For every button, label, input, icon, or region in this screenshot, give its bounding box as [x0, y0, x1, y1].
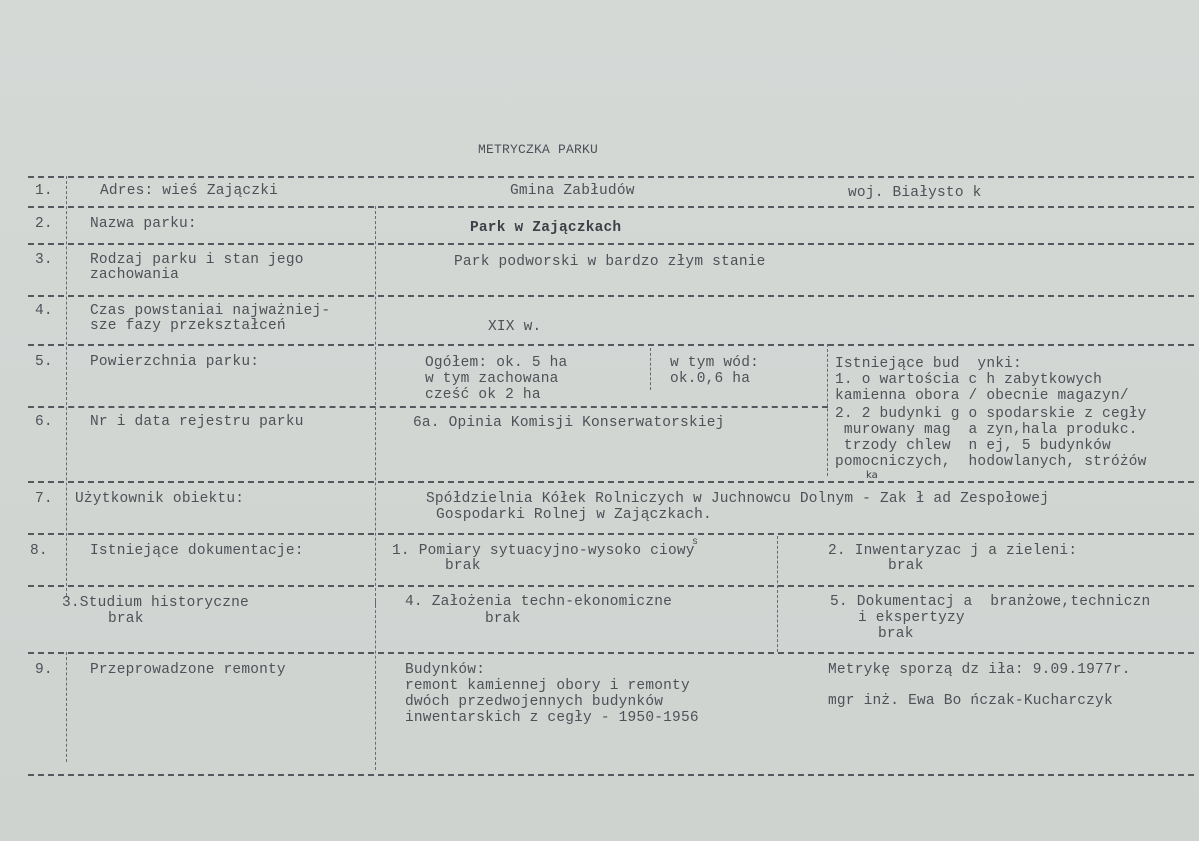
buildings-text: trzody chlew n ej, 5 budynków: [835, 438, 1111, 454]
user-value: Gospodarki Rolnej w Zajączkach.: [436, 507, 712, 523]
buildings-text: 2. 2 budynki g o spodarskie z cegły: [835, 406, 1147, 422]
repairs-label: Przeprowadzone remonty: [90, 662, 286, 678]
period-label: Czas powstaniai najważniej-: [90, 303, 331, 319]
doc-survey-status: brak: [445, 558, 481, 574]
user-value: Spółdzielnia Kółek Rolniczych w Juchnowcu Dolnym - Zak ł ad Zespołowej: [426, 491, 1050, 507]
park-type-label: Rodzaj parku i stan jego: [90, 252, 304, 268]
doc-survey-insert: s: [692, 537, 699, 548]
row-divider: [28, 206, 1194, 208]
column-divider: [375, 206, 376, 606]
buildings-text: 1. o wartościa c h zabytkowych: [835, 372, 1103, 388]
row-number: 4.: [35, 303, 53, 319]
column-divider: [66, 176, 67, 596]
area-total: w tym zachowana: [425, 371, 559, 387]
row-number: 3.: [35, 252, 53, 268]
row-number: 7.: [35, 491, 53, 507]
document-title: METRYCZKA PARKU: [478, 142, 599, 157]
row-number: 5.: [35, 354, 53, 370]
user-label: Użytkownik obiektu:: [75, 491, 245, 507]
row-number: 1.: [35, 183, 53, 199]
area-label: Powierzchnia parku:: [90, 354, 260, 370]
row-divider: [28, 243, 1194, 245]
province-field: woj. Białysto k: [848, 185, 982, 201]
doc-inventory-status: brak: [888, 558, 924, 574]
row-divider: [28, 176, 1194, 178]
period-value: XIX w.: [488, 319, 542, 335]
row-divider: [28, 406, 828, 408]
handwritten-note: ka: [866, 470, 878, 481]
area-total: cześć ok 2 ha: [425, 387, 541, 403]
doc-branch: 5. Dokumentacj a branżowe,techniczn: [830, 594, 1151, 610]
address-field: Adres: wieś Zajączki: [100, 183, 279, 199]
row-divider: [28, 295, 1194, 297]
column-divider: [777, 536, 778, 652]
row-divider: [28, 652, 1194, 654]
period-label: sze fazy przekształceń: [90, 318, 286, 334]
buildings-text: Istniejące bud ynki:: [835, 356, 1022, 372]
area-water: ok.0,6 ha: [670, 371, 751, 387]
row-divider: [28, 344, 1194, 346]
repairs-value: inwentarskich z cegły - 1950-1956: [405, 710, 699, 726]
column-divider: [827, 344, 828, 476]
doc-survey: 1. Pomiary sytuacyjno-wysoko ciowy: [392, 543, 695, 559]
row-number: 8.: [30, 543, 48, 559]
doc-history-status: brak: [108, 611, 144, 627]
area-water: w tym wód:: [670, 355, 760, 371]
municipality-field: Gmina Zabłudów: [510, 183, 635, 199]
doc-techno-status: brak: [485, 611, 521, 627]
register-value: 6a. Opinia Komisji Konserwatorskiej: [413, 415, 725, 431]
row-number: 2.: [35, 216, 53, 232]
author-date: Metrykę sporzą dz iła: 9.09.1977r.: [828, 662, 1131, 678]
doc-inventory: 2. Inwentaryzac j a zieleni:: [828, 543, 1078, 559]
buildings-text: kamienna obora / obecnie magazyn/: [835, 388, 1129, 404]
column-divider: [375, 600, 376, 770]
park-name-value: Park w Zajączkach: [470, 220, 622, 236]
repairs-value: remont kamiennej obory i remonty: [405, 678, 690, 694]
author-name: mgr inż. Ewa Bo ńczak-Kucharczyk: [828, 693, 1113, 709]
row-number: 9.: [35, 662, 53, 678]
repairs-value: dwóch przedwojennych budynków: [405, 694, 664, 710]
park-type-label: zachowania: [90, 267, 180, 283]
buildings-text: murowany mag a zyn,hala produkc.: [835, 422, 1138, 438]
column-divider: [650, 348, 651, 390]
row-divider: [28, 533, 1194, 535]
row-divider: [28, 585, 1194, 587]
doc-history: 3.Studium historyczne: [62, 595, 249, 611]
repairs-value: Budynków:: [405, 662, 486, 678]
docs-label: Istniejące dokumentacje:: [90, 543, 304, 559]
buildings-text: pomocniczych, hodowlanych, stróżów: [835, 454, 1147, 470]
doc-branch: i ekspertyzy: [858, 610, 965, 626]
park-type-value: Park podworski w bardzo złym stanie: [454, 254, 766, 270]
register-label: Nr i data rejestru parku: [90, 414, 304, 430]
row-divider: [28, 481, 1194, 483]
area-total: Ogółem: ok. 5 ha: [425, 355, 568, 371]
park-name-label: Nazwa parku:: [90, 216, 197, 232]
doc-techno: 4. Założenia techn-ekonomiczne: [405, 594, 673, 610]
column-divider: [66, 652, 67, 762]
row-number: 6.: [35, 414, 53, 430]
row-divider: [28, 774, 1194, 776]
doc-branch-status: brak: [878, 626, 914, 642]
